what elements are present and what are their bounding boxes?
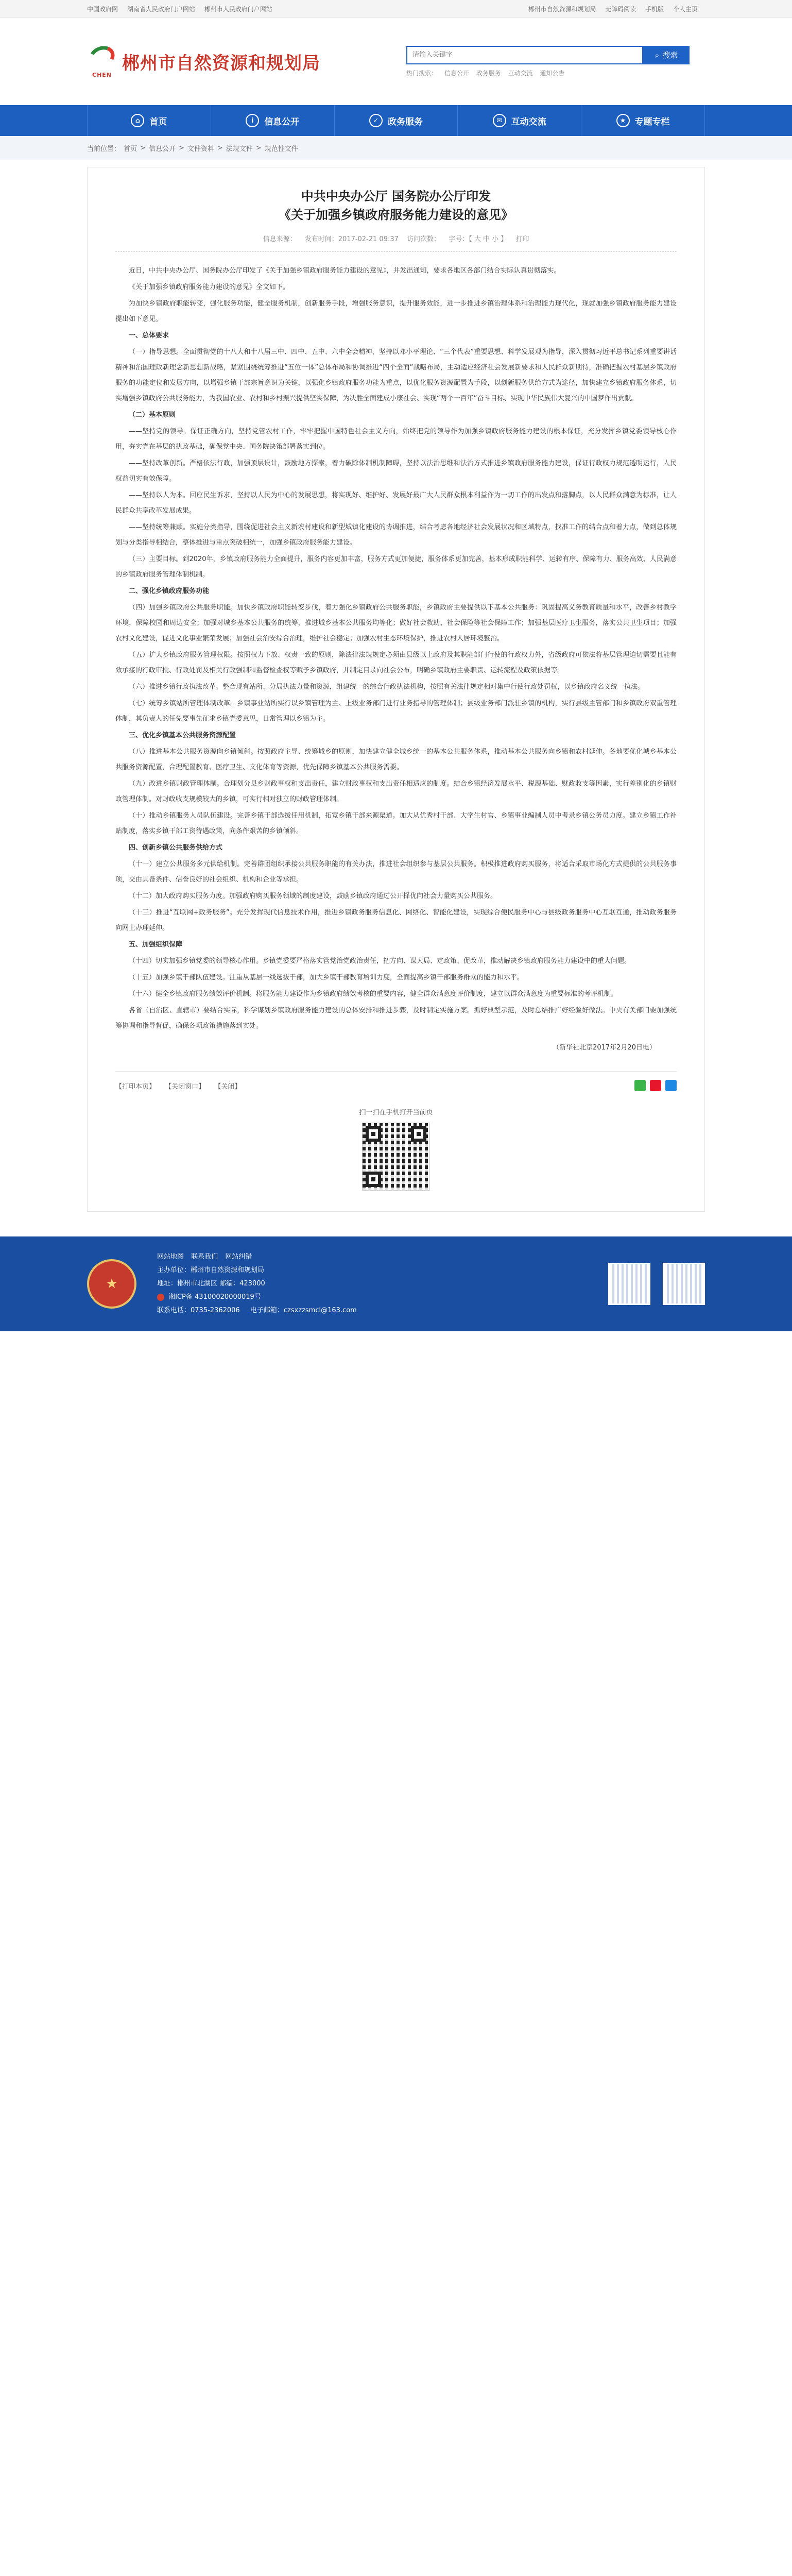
print-page-button[interactable]: 【打印本页】 (115, 1082, 156, 1091)
top-link[interactable]: 中国政府网 (87, 5, 118, 13)
article-title-line: 中共中央办公厅 国务院办公厅印发 (301, 189, 491, 204)
paragraph: （十二）加大政府购买服务力度。加强政府购买服务领域的制度建设，鼓励乡镇政府通过公开择优向社会力量购买公共服务。 (129, 892, 497, 900)
meta-date: 发布时间：2017-02-21 09:37 (304, 235, 399, 243)
article-title (115, 187, 677, 224)
footer-record-line (157, 1291, 608, 1304)
nav-item-home[interactable] (87, 105, 211, 136)
article-meta (115, 233, 677, 252)
search-area (406, 46, 690, 77)
paragraph: （四）加强乡镇政府公共服务职能。加快乡镇政府职能转变步伐，着力强化乡镇政府公共服务职能，乡镇政府主要提供以下基本公共服务：巩固提高义务教育质量和水平，改善乡村教学环境，保障校园和周边安全；加强对城乡基本公共服务的统筹，推进城乡基本公共服务均等化；做好社会救助、社会保险等社会保障工作；加强基层医疗卫生服务，落实公共卫生项目；加强农村文化建设，促进文化事业繁荣发展；加强社会治安综合治理，维护社会稳定；加强农村生态环境保护，推进农村人居环境整治。 (115, 604, 677, 642)
meta-source: 信息来源： (263, 235, 297, 243)
paragraph: （八）推进基本公共服务资源向乡镇倾斜。按照政府主导、统筹城乡的原则，加快建立健全城乡统一的基本公共服务体系，推动基本公共服务向乡镇和农村延伸。各地要优化城乡基本公共服务资源配置，合理配置教育、医疗卫生、文化体育等资源，优先保障乡镇基本公共服务需要。 (115, 748, 677, 771)
article-body (115, 263, 677, 1056)
paragraph: 各省（自治区、直辖市）要结合实际，科学谋划乡镇政府服务能力建设的总体安排和推进步骤，及时制定实施方案。抓好典型示范，及时总结推广好经验好做法。中央有关部门要加强统筹协调和指导督促，确保各项政策措施落到实处。 (115, 1007, 677, 1030)
close-window-button[interactable]: 【关闭窗口】 (165, 1082, 205, 1091)
top-bar (0, 0, 792, 18)
footer-qr-code (663, 1263, 705, 1305)
article-signature: （新华社北京2017年2月20日电） (553, 1044, 656, 1052)
paragraph: （十三）推进“互联网+政务服务”。充分发挥现代信息技术作用，推进乡镇政务服务信息化、网络化、智能化建设，实现综合便民服务中心与县级政务服务中心互联互通，推动政务服务向网上办理延伸。 (115, 909, 677, 932)
breadcrumb-separator: > (255, 144, 262, 152)
site-title: 郴州市自然资源和规划局 (122, 53, 320, 74)
nav-item-interaction[interactable] (458, 105, 581, 136)
footer-email: 电子邮箱：czsxzzsmcl@163.com (250, 1307, 357, 1314)
footer-record[interactable]: 湘ICP备 43100020000019号 (168, 1293, 261, 1301)
meta-views: 访问次数： (407, 235, 441, 243)
breadcrumb-band (0, 136, 792, 160)
section-heading: 五、加强组织保障 (129, 941, 183, 948)
footer-phone: 联系电话：0735-2362006 (157, 1307, 240, 1314)
paragraph: ——坚持以人为本。回应民生诉求，坚持以人民为中心的发展思想，将实现好、维护好、发展好最广大人民群众根本利益作为一切工作的出发点和落脚点，以人民群众满意为标准，让人民群众共享改革发展成果。 (115, 492, 677, 515)
footer-links (157, 1250, 608, 1264)
paragraph: ——坚持统筹兼顾。实施分类指导，围绕促进社会主义新农村建设和新型城镇化建设的协调推进，结合考虑各地经济社会发展状况和区域特点，找准工作的结合点和着力点，做到总体规划与分类指导相结合，整体推进与重点突破相统一，加强乡镇政府服务能力建设。 (115, 523, 677, 547)
nav-item-info-public[interactable] (211, 105, 335, 136)
weibo-share-icon[interactable] (650, 1080, 661, 1091)
hot-word[interactable]: 政务服务 (476, 69, 501, 77)
print-link[interactable]: 打印 (515, 235, 529, 243)
mobile-link[interactable]: 手机版 (645, 5, 664, 13)
footer-qr-codes (608, 1263, 705, 1305)
star-icon: ★ (616, 114, 630, 127)
breadcrumb-link[interactable]: 文件资料 (187, 145, 214, 153)
breadcrumb-separator: > (217, 144, 223, 152)
section-heading: 一、总体要求 (129, 332, 169, 340)
breadcrumb-separator: > (140, 144, 146, 152)
share-buttons (634, 1080, 677, 1091)
footer-link[interactable]: 联系我们 (191, 1253, 218, 1261)
info-icon: i (246, 114, 259, 127)
paragraph: （十五）加强乡镇干部队伍建设。注重从基层一线选拔干部，加大乡镇干部教育培训力度，全面提高乡镇干部服务群众的能力和水平。 (129, 974, 524, 981)
tool-links (115, 1081, 248, 1091)
footer-address: 地址：郴州市北湖区 邮编：423000 (157, 1280, 265, 1287)
section-heading: 二、强化乡镇政府服务功能 (129, 587, 210, 595)
logo-icon (87, 43, 117, 79)
paragraph: 近日，中共中央办公厅、国务院办公厅印发了《关于加强乡镇政府服务能力建设的意见》，并发出通知，要求各地区各部门结合实际认真贯彻落实。 (129, 267, 561, 275)
search-button[interactable] (643, 46, 690, 64)
nav-item-gov-service[interactable] (335, 105, 458, 136)
site-header (0, 18, 792, 105)
hot-word[interactable]: 互动交流 (508, 69, 533, 77)
article-container (87, 167, 705, 1212)
hot-word[interactable]: 通知公告 (540, 69, 565, 77)
paragraph: （三）主要目标。到2020年，乡镇政府服务能力全面提升，服务内容更加丰富，服务方式更加便捷，服务体系更加完善，基本形成职能科学、运转有序、保障有力、服务高效、人民满意的乡镇政府服务管理体制机制。 (115, 555, 677, 579)
nav-item-topics[interactable] (581, 105, 705, 136)
breadcrumb-link[interactable]: 法规文件 (226, 145, 253, 153)
paragraph: （十四）切实加强乡镇党委的领导核心作用。乡镇党委要严格落实管党治党政治责任，把方向、谋大局、定政策、促改革，推动解决乡镇政府服务能力建设中的重大问题。 (129, 957, 631, 965)
paragraph: ——坚持党的领导。保证正确方向，坚持党管农村工作，牢牢把握中国特色社会主义方向，始终把党的领导作为加强乡镇政府服务能力建设的根本保证，充分发挥乡镇党委领导核心作用，夯实党在基层的执政基础，确保党中央、国务院决策部署落实到位。 (115, 428, 677, 451)
police-badge-icon (157, 1294, 164, 1301)
nav-label: 信息公开 (264, 116, 300, 127)
paragraph: （九）改进乡镇财政管理体制。合理划分县乡财政事权和支出责任，建立财政事权和支出责任相适应的制度。结合乡镇经济发展水平、税源基础、财政收支等因素，实行差别化的乡镇财政管理体制。对财政收支规模较大的乡镇，可实行相对独立的财政管理体制。 (115, 780, 677, 803)
top-link[interactable]: 郴州市自然资源和规划局 (528, 5, 596, 13)
paragraph: 《关于加强乡镇政府服务能力建设的意见》全文如下。 (129, 283, 290, 291)
top-links-right (528, 5, 705, 13)
hot-search-label: 热门搜索： (406, 69, 438, 77)
search-icon: ⌕ (655, 50, 660, 60)
close-button[interactable]: 【关闭】 (214, 1082, 242, 1091)
footer-link[interactable]: 网站纠错 (225, 1253, 252, 1261)
hot-search (406, 69, 690, 77)
nav-label: 政务服务 (387, 116, 423, 127)
top-link[interactable]: 郴州市人民政府门户网站 (204, 5, 272, 13)
breadcrumb (87, 136, 705, 160)
qr-caption: 扫一扫在手机打开当前页 (359, 1109, 433, 1116)
search-button-label: 搜索 (662, 50, 678, 60)
footer-link[interactable]: 网站地图 (157, 1253, 184, 1261)
font-size-switch[interactable]: 字号：【 大 中 小 】 (449, 235, 508, 243)
personal-link[interactable]: 个人主页 (673, 5, 698, 13)
top-links-left (87, 5, 280, 13)
nav-label: 首页 (149, 116, 167, 127)
section-heading: （二）基本原则 (129, 411, 176, 419)
qzone-share-icon[interactable] (665, 1080, 677, 1091)
main-nav (0, 105, 792, 136)
paragraph: （十）推动乡镇服务人员队伍建设。完善乡镇干部选拔任用机制，拓宽乡镇干部来源渠道。加大从优秀村干部、大学生村官、乡镇事业编制人员中考录乡镇公务员力度。建立乡镇工作补贴制度，落实乡镇干部工资待遇政策，向条件艰苦的乡镇倾斜。 (115, 812, 677, 835)
mail-icon: ✉ (493, 114, 506, 127)
logo-en-text: CHEN (92, 72, 112, 78)
top-link[interactable]: 湖南省人民政府门户网站 (127, 5, 195, 13)
paragraph: 为加快乡镇政府职能转变，强化服务功能，健全服务机制，创新服务手段，增强服务意识，提升服务效能，进一步推进乡镇治理体系和治理能力现代化，现就加强乡镇政府服务能力建设提出如下意见。 (115, 300, 677, 323)
breadcrumb-separator: > (178, 144, 184, 152)
paragraph: ——坚持改革创新。严格依法行政，加强顶层设计，鼓励地方探索，着力破除体制机制障碍，坚持以法治思维和法治方式推进乡镇政府服务能力建设，保证行政权力规范透明运行，人民权益切实有效保障。 (115, 460, 677, 483)
paragraph: （十一）建立公共服务多元供给机制。完善群团组织承接公共服务职能的有关办法，推进社会组织参与基层公共服务。积极推进政府购买服务，将适合采取市场化方式提供的公共服务事项，交由具备条件、信誉良好的社会组织、机构和企业等承担。 (115, 860, 677, 884)
qr-section (115, 1107, 677, 1191)
article-title-line: 《关于加强乡镇政府服务能力建设的意见》 (279, 208, 513, 222)
section-heading: 三、优化乡镇基本公共服务资源配置 (129, 732, 236, 739)
footer-qr-code (608, 1263, 650, 1305)
breadcrumb-link[interactable]: 信息公开 (148, 145, 176, 153)
breadcrumb-link[interactable]: 首页 (124, 145, 137, 153)
footer-host: 主办单位：郴州市自然资源和规划局 (157, 1266, 265, 1274)
site-footer (0, 1236, 792, 1331)
paragraph: （五）扩大乡镇政府服务管理权限。按照权力下放、权责一致的原则，除法律法规规定必须由县级以上政府及其职能部门行使的行政权力外，省级政府可依法将基层管理迫切需要且能有效承接的行政审批、行政处罚及相关行政强制和监督检查权等赋予乡镇政府，并制定目录向社会公布，明确乡镇政府主要职责、运转流程及政策依据等。 (115, 651, 677, 674)
article-tools (115, 1071, 677, 1091)
paragraph: （六）推进乡镇行政执法改革。整合现有站所、分局执法力量和资源，组建统一的综合行政执法机构，按照有关法律规定相对集中行使行政处罚权，以乡镇政府名义统一执法。 (129, 683, 645, 691)
footer-info (157, 1250, 608, 1317)
national-emblem-icon: ★ (87, 1259, 136, 1309)
wechat-share-icon[interactable] (634, 1080, 646, 1091)
accessibility-link[interactable]: 无障碍阅读 (605, 5, 636, 13)
breadcrumb-link[interactable]: 规范性文件 (264, 145, 298, 153)
section-heading: 四、创新乡镇公共服务供给方式 (129, 844, 223, 852)
qr-code (362, 1123, 430, 1191)
hot-word[interactable]: 信息公开 (444, 69, 469, 77)
site-logo[interactable] (87, 43, 375, 79)
nav-label: 专题专栏 (634, 116, 670, 127)
home-icon: ⌂ (131, 114, 144, 127)
paragraph: （七）统筹乡镇站所管理体制改革。乡镇事业站所实行以乡镇管理为主、上级业务部门进行业务指导的管理体制；县级业务部门派驻乡镇的机构，实行县级主管部门和乡镇政府双重管理体制，其负责人的任免要事先征求乡镇党委意见，日常管理以乡镇为主。 (115, 700, 677, 723)
paragraph: （十六）健全乡镇政府服务绩效评价机制。将服务能力建设作为乡镇政府绩效考核的重要内容，健全群众满意度评价制度，建立以群众满意度为重要标准的考评机制。 (129, 990, 618, 998)
paragraph: （一）指导思想。全面贯彻党的十八大和十八届三中、四中、五中、六中全会精神，坚持以邓小平理论、“三个代表”重要思想、科学发展观为指导，深入贯彻习近平总书记系列重要讲话精神和治国理政新理念新思想新战略，紧紧围绕统筹推进“五位一体”总体布局和协调推进“四个全面”战略布局，主动适应经济社会发展新要求和人民群众新期待，准确把握农村基层乡镇政府服务的功能定位和发展方向，以增强乡镇干部宗旨意识为关键，以强化乡镇政府服务功能为重点，以优化服务资源配置为手段，以创新服务供给方式为途径，加快建立乡镇政府服务体系，切实增强乡镇政府公共服务能力，为我国农业、农村和乡村振兴提供坚实保障，为决胜全面建成小康社会、实现“两个一百年”奋斗目标、实现中华民族伟大复兴的中国梦作出贡献。 (115, 348, 677, 402)
breadcrumb-label: 当前位置： (87, 145, 121, 153)
search-input[interactable] (406, 46, 643, 64)
nav-label: 互动交流 (511, 116, 546, 127)
check-icon: ✓ (369, 114, 383, 127)
